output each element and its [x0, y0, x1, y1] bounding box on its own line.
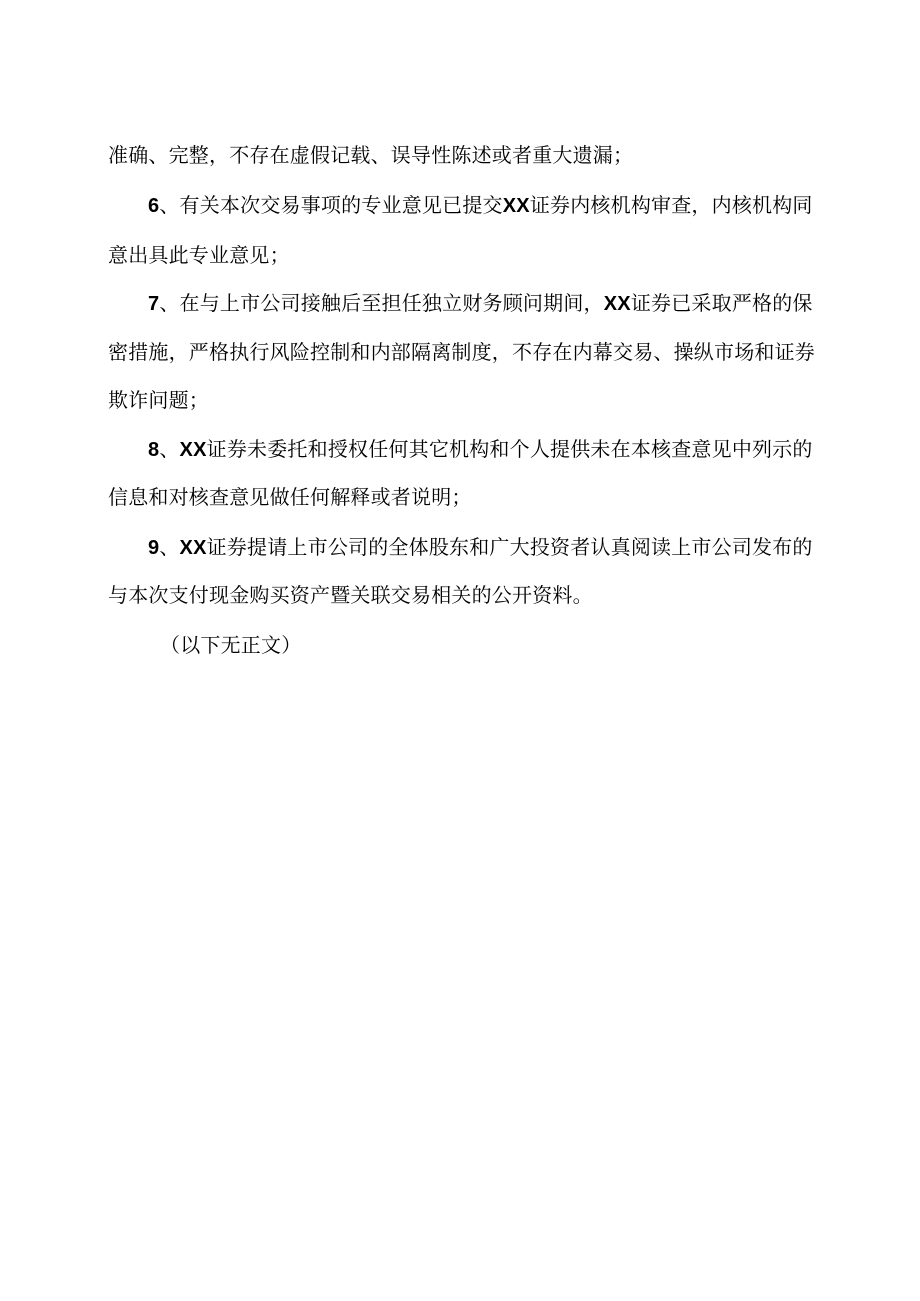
text-line: 密措施，严格执行风险控制和内部隔离制度，不存在内幕交易、操纵市场和证券 — [108, 340, 815, 364]
closing-note — [160, 630, 301, 660]
text-segment: 证券内核机构审查，内核机构同 — [529, 193, 813, 217]
paragraph-item-6-line-2 — [108, 240, 290, 270]
paragraph-item-9-line-2 — [108, 580, 593, 610]
text-segment-latin: XX — [179, 537, 207, 559]
text-segment: 、有关本次交易事项的专业意见已提交 — [159, 193, 503, 217]
text-line: 欺诈问题； — [108, 388, 209, 412]
text-segment-latin: XX — [502, 195, 530, 217]
text-line: 准确、完整，不存在虚假记载、误导性陈述或者重大遗漏； — [108, 143, 634, 167]
text-segment: 、 — [159, 437, 180, 461]
paragraph-item-9-line-1 — [148, 532, 813, 562]
closing-text: （以下无正文） — [160, 633, 302, 657]
paragraph-item-7-line-1 — [148, 288, 813, 318]
text-line: 信息和对核查意见做任何解释或者说明； — [108, 485, 472, 509]
text-segment: 证券已采取严格的保 — [630, 291, 813, 315]
text-segment: 证券提请上市公司的全体股东和广大投资者认真阅读上市公司发布的 — [206, 535, 813, 559]
text-segment-latin: XX — [603, 293, 631, 315]
paragraph-item-7-line-2 — [108, 337, 815, 367]
text-segment-latin: XX — [179, 439, 207, 461]
item-number: 8 — [148, 439, 160, 461]
text-line: 与本次支付现金购买资产暨关联交易相关的公开资料。 — [108, 583, 593, 607]
paragraph-item-7-line-3 — [108, 385, 209, 415]
text-line: 意出具此专业意见； — [108, 243, 290, 267]
paragraph-item-6-line-1 — [148, 190, 813, 220]
text-segment: 证券未委托和授权任何其它机构和个人提供未在本核查意见中列示的 — [206, 437, 813, 461]
text-segment: 、在与上市公司接触后至担任独立财务顾问期间， — [159, 291, 604, 315]
paragraph-item-8-line-1 — [148, 434, 813, 464]
item-number: 7 — [148, 293, 160, 315]
text-segment: 、 — [159, 535, 180, 559]
item-number: 9 — [148, 537, 160, 559]
paragraph-item-8-line-2 — [108, 482, 472, 512]
paragraph-continuation — [108, 140, 634, 170]
item-number: 6 — [148, 195, 160, 217]
